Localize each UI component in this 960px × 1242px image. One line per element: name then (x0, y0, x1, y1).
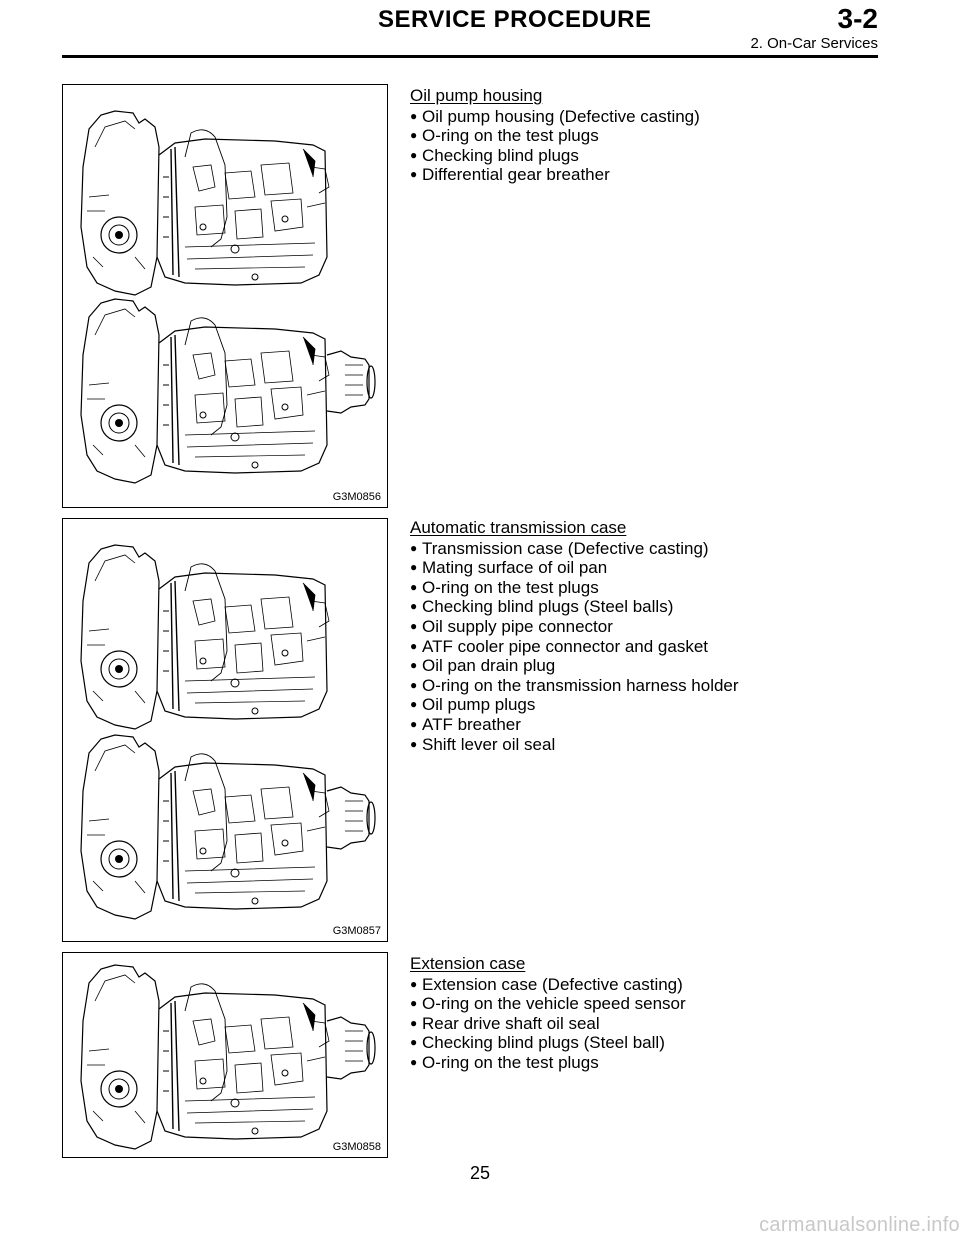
page-number: 25 (469, 1163, 491, 1183)
list-item: ● Checking blind plugs (Steel ball) (410, 1033, 880, 1053)
list-item: ● O-ring on the test plugs (410, 578, 880, 598)
list-item: ● ATF breather (410, 715, 880, 735)
figure-code: G3M0856 (332, 491, 381, 503)
list-item: ● Transmission case (Defective casting) (410, 539, 880, 559)
list-item: ● Oil pump plugs (410, 695, 880, 715)
list-item: ● Checking blind plugs (Steel balls) (410, 597, 880, 617)
list-item: ● Differential gear breather (410, 165, 880, 185)
figure-code: G3M0857 (332, 925, 381, 937)
section-oil-pump-housing (410, 86, 880, 185)
section-title: SERVICE PROCEDURE (378, 6, 652, 33)
list-item: ● O-ring on the test plugs (410, 1053, 880, 1073)
header-rule (62, 55, 878, 58)
list-item: ● Shift lever oil seal (410, 735, 880, 755)
check-list (410, 539, 880, 755)
watermark-link[interactable]: carmanualsonline.info (759, 1214, 960, 1236)
section-heading: Oil pump housing (410, 86, 543, 105)
list-item: ● Extension case (Defective casting) (410, 975, 880, 995)
list-item: ● Oil pan drain plug (410, 656, 880, 676)
figure-transmission-case (62, 518, 388, 942)
list-item: ● ATF cooler pipe connector and gasket (410, 637, 880, 657)
subsection-title: 2. On-Car Services (750, 35, 878, 52)
transmission-illustration (63, 85, 387, 507)
check-list (410, 107, 880, 185)
list-item: ● O-ring on the vehicle speed sensor (410, 994, 880, 1014)
section-heading: Extension case (410, 954, 526, 973)
list-item: ● Oil pump housing (Defective casting) (410, 107, 880, 127)
list-item: ● O-ring on the test plugs (410, 126, 880, 146)
figure-code: G3M0858 (332, 1141, 381, 1153)
list-item: ● Rear drive shaft oil seal (410, 1014, 880, 1034)
section-extension-case (410, 954, 880, 1073)
section-automatic-transmission-case (410, 518, 880, 754)
section-number: 3-2 (837, 3, 878, 34)
list-item: ● Mating surface of oil pan (410, 558, 880, 578)
section-heading: Automatic transmission case (410, 518, 627, 537)
list-item: ● O-ring on the transmission harness holder (410, 676, 880, 696)
transmission-illustration (63, 519, 387, 941)
figure-extension-case (62, 952, 388, 1158)
check-list (410, 975, 880, 1073)
list-item: ● Oil supply pipe connector (410, 617, 880, 637)
transmission-illustration (63, 953, 387, 1157)
figure-oil-pump-housing (62, 84, 388, 508)
list-item: ● Checking blind plugs (410, 146, 880, 166)
